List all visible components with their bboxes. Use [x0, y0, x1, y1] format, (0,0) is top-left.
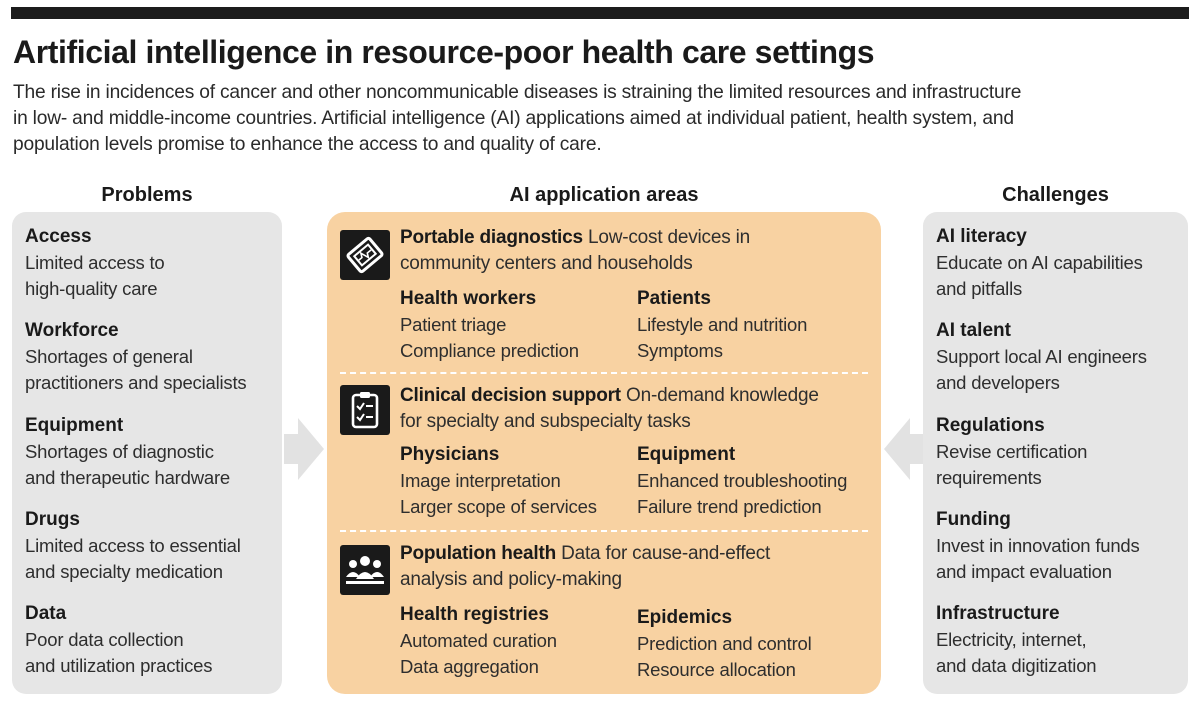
- problem-text: Limited access to: [25, 252, 165, 273]
- ai-subgroup-text: Symptoms: [637, 340, 723, 361]
- description-line: The rise in incidences of cancer and other noncommunicable diseases is straining the limited resources and infrastructure: [13, 82, 1022, 103]
- section-divider: [340, 372, 868, 374]
- problem-item: [25, 413, 276, 491]
- problem-heading: Equipment: [25, 415, 124, 436]
- challenge-text: Revise certification: [936, 441, 1088, 462]
- challenge-item: [936, 224, 1182, 302]
- problems-panel: [12, 212, 282, 694]
- problem-item: [25, 318, 276, 396]
- challenge-text: and pitfalls: [936, 278, 1023, 299]
- challenge-text: requirements: [936, 467, 1042, 488]
- challenges-panel: [923, 212, 1188, 694]
- ai-subgroup: [400, 442, 597, 520]
- challenge-text: and impact evaluation: [936, 561, 1112, 582]
- ai-subgroup-text: Automated curation: [400, 630, 557, 651]
- challenge-item: [936, 507, 1182, 585]
- challenge-heading: Infrastructure: [936, 603, 1060, 624]
- problem-item: [25, 507, 276, 585]
- ai-subgroup: [400, 286, 579, 364]
- ai-subgroup-heading: Patients: [637, 288, 711, 309]
- problem-text: Poor data collection: [25, 629, 184, 650]
- ai-subgroup-heading: Health registries: [400, 604, 549, 625]
- challenge-heading: Funding: [936, 509, 1011, 530]
- ai-subgroup-text: Prediction and control: [637, 633, 812, 654]
- challenge-heading: AI literacy: [936, 226, 1027, 247]
- ai-section-text: analysis and policy-making: [400, 569, 622, 590]
- challenge-text: Electricity, internet,: [936, 629, 1087, 650]
- description-line: in low- and middle-income countries. Artificial intelligence (AI) applications aimed at individual patient, health system, and: [13, 108, 1014, 129]
- left-arrow-icon: [882, 418, 924, 480]
- ai-section-title: Population health: [400, 543, 556, 564]
- ai-section-description: [400, 383, 819, 435]
- problem-text: Shortages of diagnostic: [25, 441, 214, 462]
- portable-device-icon: [340, 230, 390, 280]
- ai-subgroup-text: Patient triage: [400, 314, 507, 335]
- challenge-text: and developers: [936, 372, 1060, 393]
- page-title: Artificial intelligence in resource-poor health care settings: [13, 34, 875, 70]
- problem-heading: Workforce: [25, 320, 119, 341]
- problem-heading: Data: [25, 603, 67, 624]
- ai-subgroup: [637, 286, 807, 364]
- problem-text: Shortages of general: [25, 346, 193, 367]
- ai-areas-heading: AI application areas: [509, 184, 699, 206]
- ai-section-description: [400, 541, 770, 593]
- ai-subgroup-heading: Epidemics: [637, 607, 733, 628]
- challenge-heading: AI talent: [936, 320, 1011, 341]
- challenge-text: Educate on AI capabilities: [936, 252, 1143, 273]
- ai-subgroup-text: Enhanced troubleshooting: [637, 470, 848, 491]
- ai-subgroup-text: Failure trend prediction: [637, 496, 822, 517]
- problem-heading: Drugs: [25, 509, 80, 530]
- ai-subgroup-text: Lifestyle and nutrition: [637, 314, 808, 335]
- ai-section-text: Low-cost devices in: [587, 227, 750, 248]
- section-divider: [340, 530, 868, 532]
- description-line: population levels promise to enhance the access to and quality of care.: [13, 134, 602, 155]
- problem-text: Limited access to essential: [25, 535, 241, 556]
- problem-text: and utilization practices: [25, 655, 213, 676]
- ai-section-title: Portable diagnostics: [400, 227, 583, 248]
- ai-section-text: community centers and households: [400, 253, 693, 274]
- ai-subgroup: [637, 605, 812, 683]
- ai-subgroup-text: Data aggregation: [400, 656, 539, 677]
- challenge-text: and data digitization: [936, 655, 1097, 676]
- ai-subgroup-heading: Health workers: [400, 288, 537, 309]
- ai-subgroup: [400, 602, 557, 680]
- problem-text: practitioners and specialists: [25, 372, 247, 393]
- ai-subgroup-text: Resource allocation: [637, 659, 796, 680]
- checklist-icon: [340, 385, 390, 435]
- problem-item: [25, 601, 276, 679]
- challenge-item: [936, 318, 1182, 396]
- problem-text: high-quality care: [25, 278, 158, 299]
- ai-section-title: Clinical decision support: [400, 385, 621, 406]
- population-icon: [340, 545, 390, 595]
- ai-areas-panel: [327, 212, 881, 694]
- challenge-item: [936, 413, 1182, 491]
- top-rule: [11, 7, 1189, 19]
- problem-heading: Access: [25, 226, 92, 247]
- ai-subgroup: [637, 442, 847, 520]
- description: [13, 80, 1183, 158]
- challenges-heading: Challenges: [1002, 184, 1109, 206]
- challenge-heading: Regulations: [936, 415, 1045, 436]
- problems-heading: Problems: [101, 184, 193, 206]
- problem-item: [25, 224, 276, 302]
- problem-text: and specialty medication: [25, 561, 223, 582]
- challenge-text: Invest in innovation funds: [936, 535, 1140, 556]
- ai-section-text: On-demand knowledge: [626, 385, 819, 406]
- ai-subgroup-heading: Physicians: [400, 444, 500, 465]
- ai-section-text: Data for cause-and-effect: [561, 543, 771, 564]
- ai-subgroup-text: Compliance prediction: [400, 340, 579, 361]
- ai-subgroup-text: Larger scope of services: [400, 496, 597, 517]
- problem-text: and therapeutic hardware: [25, 467, 231, 488]
- challenge-item: [936, 601, 1182, 679]
- ai-section-text: for specialty and subspecialty tasks: [400, 411, 691, 432]
- right-arrow-icon: [284, 418, 326, 480]
- challenge-text: Support local AI engineers: [936, 346, 1147, 367]
- ai-subgroup-text: Image interpretation: [400, 470, 561, 491]
- ai-subgroup-heading: Equipment: [637, 444, 736, 465]
- ai-section-description: [400, 225, 750, 277]
